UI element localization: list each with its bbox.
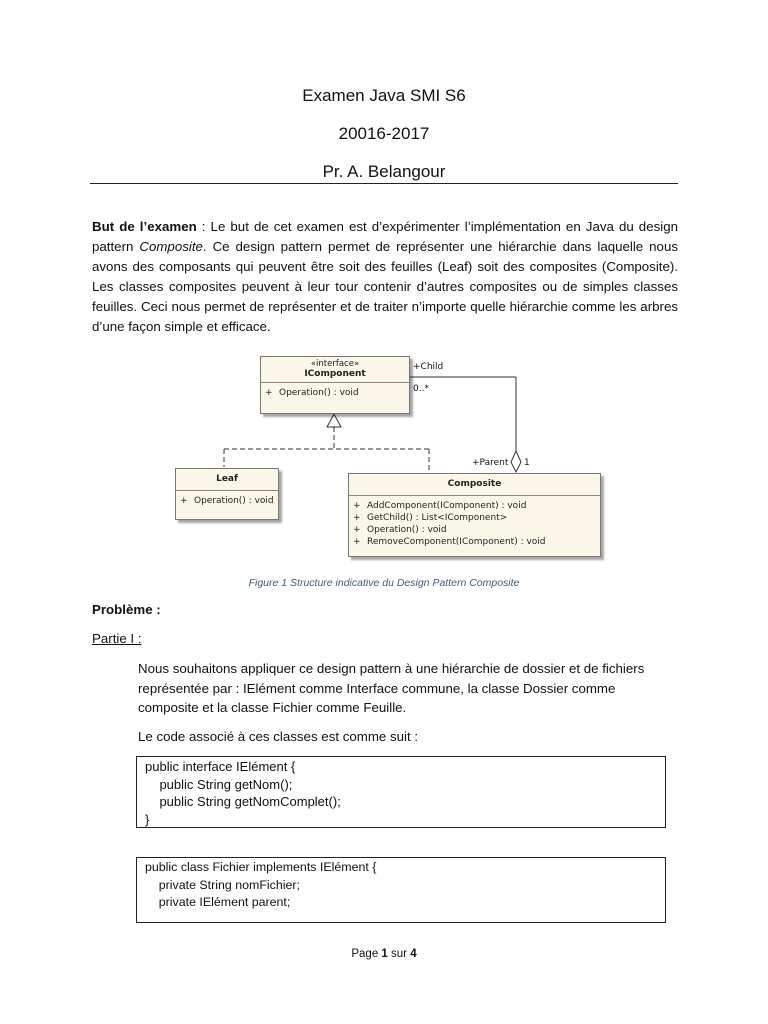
code-line: private IElément parent;	[145, 895, 291, 909]
code-intro: Le code associé à ces classes est comme suit :	[138, 729, 419, 744]
code-line: public String getNomComplet();	[145, 794, 341, 809]
icomponent-box	[260, 356, 410, 414]
exam-year: 20016-2017	[338, 124, 430, 143]
composite-op: + AddComponent(IComponent) : void	[353, 501, 527, 511]
title-divider	[90, 183, 678, 184]
composite-name: Composite	[447, 479, 502, 489]
partie-heading: Partie I :	[92, 631, 142, 646]
intro-italic: Composite	[139, 239, 203, 254]
exam-author: Pr. A. Belangour	[322, 162, 446, 181]
code-line: public interface IElément {	[145, 759, 296, 774]
code-line: }	[145, 811, 150, 827]
icomponent-name: IComponent	[304, 369, 366, 379]
footer-page-total: 4	[410, 948, 417, 960]
footer-sur-word: sur	[391, 948, 408, 960]
leaf-box	[175, 468, 279, 520]
code-line: public class Fichier implements IElément {	[145, 860, 377, 874]
leaf-name: Leaf	[216, 474, 238, 484]
realization-arrowhead	[327, 414, 341, 427]
probleme-heading: Problème :	[92, 602, 161, 617]
page-footer	[0, 948, 768, 960]
parent-multiplicity: 1	[524, 458, 530, 468]
exam-title: Examen Java SMI S6	[302, 86, 466, 105]
composite-op: + Operation() : void	[353, 525, 447, 535]
code-line: public String getNom();	[145, 776, 293, 792]
icomponent-op: + Operation() : void	[265, 388, 359, 398]
footer-page-word: Page	[351, 948, 379, 960]
intro-text-2: . Ce design pattern permet de représenter une hiérarchie dans laquelle nous avons des composants qui peuvent être soit des feuilles (Leaf) soit des composites (Composite). Les classes composites peuvent à leur tour contenir d’autres composites ou de simples classes feuilles. Ceci nous permet de représenter et de traiter n’importe quelle hiérarchie comme les arbres d’une façon simple et efficace.	[92, 239, 678, 334]
child-role-label: +Child	[413, 362, 444, 372]
figure-caption: Figure 1 Structure indicative du Design Pattern Composite	[248, 577, 520, 589]
parent-role-label: +Parent	[472, 458, 509, 468]
composite-op: + RemoveComponent(IComponent) : void	[353, 537, 546, 547]
intro-label: But de l’examen	[92, 219, 197, 234]
composite-box	[348, 473, 601, 557]
footer-page-number: 1	[381, 948, 388, 960]
partie-paragraph: Nous souhaitons appliquer ce design pattern à une hiérarchie de dossier et de fichiers représentée par : IElément comme Interface commune, la classe Dossier comme composite et la classe Fichier comme Feuille.	[138, 661, 645, 715]
child-multiplicity: 0..*	[413, 384, 429, 394]
aggregation-diamond	[511, 451, 521, 472]
code-line: private String nomFichier;	[145, 877, 300, 892]
icomponent-stereotype: «interface»	[310, 359, 360, 369]
leaf-op: + Operation() : void	[180, 496, 274, 506]
intro-paragraph	[92, 217, 678, 337]
intro-text-1: : Le but de cet examen est d’expérimenter l’implémentation en Java du design pattern	[92, 219, 678, 254]
code-block-interface	[136, 756, 666, 828]
composite-op: + GetChild() : List<IComponent>	[353, 513, 508, 523]
uml-diagram	[172, 352, 602, 564]
code-block-fichier	[136, 857, 666, 923]
